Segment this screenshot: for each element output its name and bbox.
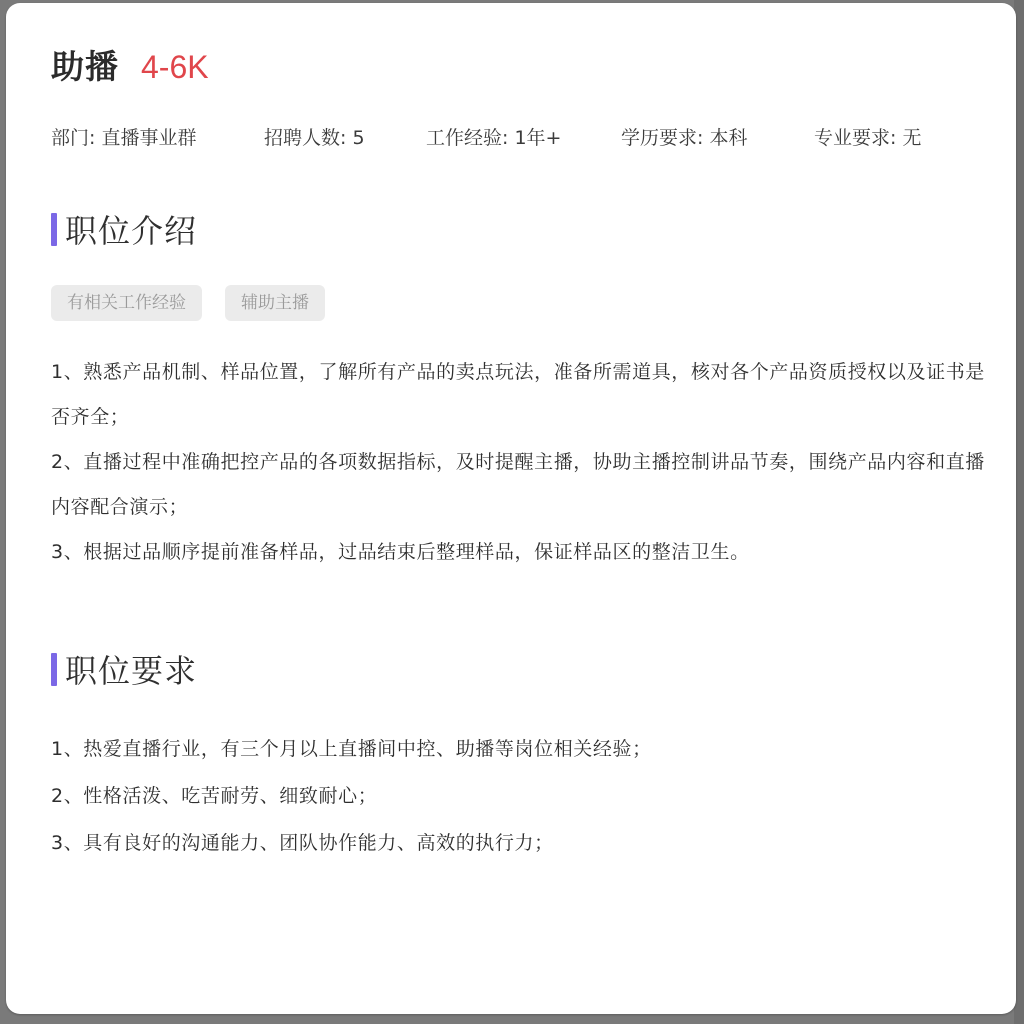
job-title: 助播 (51, 47, 119, 86)
meta-headcount: 招聘人数: 5 (264, 127, 365, 149)
requirement-item: 1、热爱直播行业，有三个月以上直播间中控、助播等岗位相关经验； (51, 738, 652, 760)
section-heading-intro (51, 206, 197, 252)
intro-list (51, 350, 991, 575)
requirement-item: 3、具有良好的沟通能力、团队协作能力、高效的执行力； (51, 832, 554, 854)
job-tags (51, 285, 348, 321)
section-accent-bar (51, 653, 57, 686)
section-title-requirements: 职位要求 (65, 652, 198, 690)
tag-assist-host: 辅助主播 (225, 285, 325, 321)
section-accent-bar (51, 213, 57, 246)
requirements-list (51, 726, 991, 867)
intro-item: 3、根据过品顺序提前准备样品，过品结束后整理样品，保证样品区的整洁卫生。 (51, 541, 750, 563)
meta-experience: 工作经验: 1年+ (426, 127, 562, 149)
requirement-item: 2、性格活泼、吃苦耐劳、细致耐心； (51, 785, 378, 807)
section-heading-requirements (51, 646, 197, 692)
salary-range: 4-6K (141, 49, 209, 85)
meta-major: 专业要求: 无 (814, 127, 922, 149)
job-detail-card (6, 3, 1016, 1014)
meta-education: 学历要求: 本科 (621, 127, 748, 149)
intro-item: 1、熟悉产品机制、样品位置，了解所有产品的卖点玩法，准备所需道具，核对各个产品资质授权以及证书是否齐全； (51, 361, 985, 428)
meta-department: 部门: 直播事业群 (51, 127, 197, 149)
section-title-intro: 职位介绍 (65, 212, 198, 250)
intro-item: 2、直播过程中准确把控产品的各项数据指标，及时提醒主播，协助主播控制讲品节奏，围绕产品内容和直播内容配合演示； (51, 451, 985, 518)
job-meta-row (51, 123, 921, 150)
tag-experience: 有相关工作经验 (51, 285, 202, 321)
job-header (51, 41, 209, 88)
